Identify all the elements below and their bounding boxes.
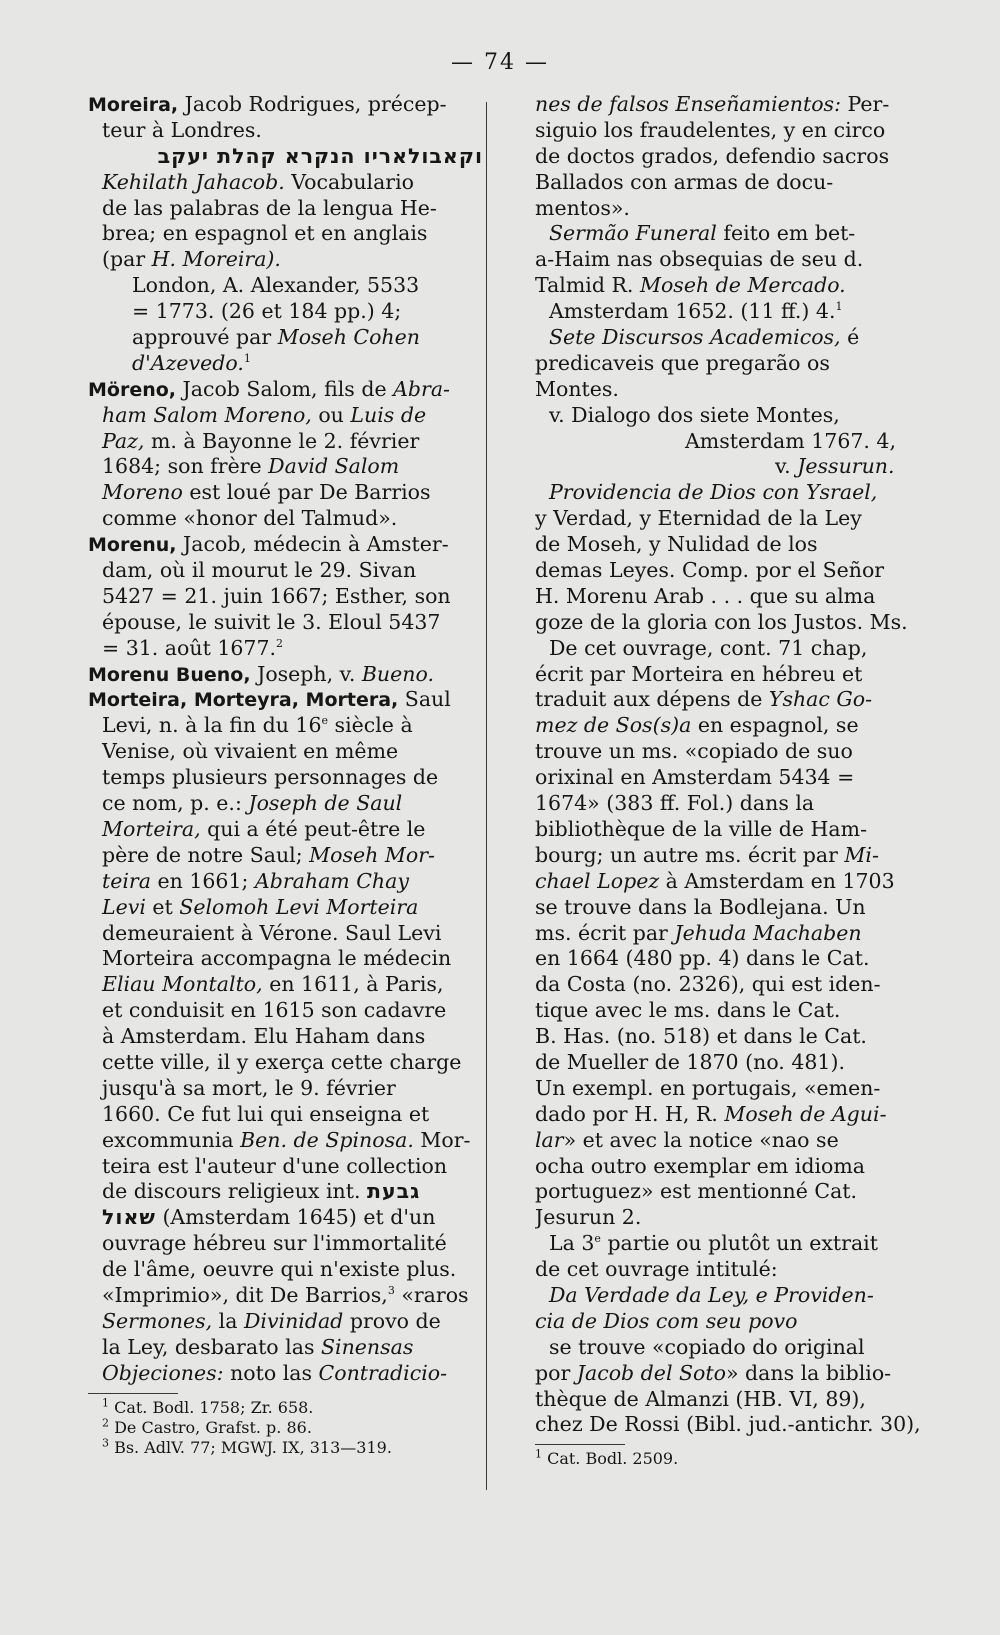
hebrew-title: וקאבולאריו הנקרא קהלת יעקב — [157, 143, 483, 168]
text-line: écrit par Morteira en hébreu et — [535, 661, 863, 686]
text-line: de Mueller de 1870 (no. 481). — [535, 1049, 845, 1074]
text-line: traduit aux dépens de Yshac Go- — [535, 687, 873, 712]
text-line: ocha outro exemplar em idioma — [535, 1153, 866, 1178]
entry-morteira-saul: Morteira, Morteyra, Mortera, Saul — [88, 687, 451, 712]
text-line: teira en 1661; Abraham Chay — [102, 868, 409, 893]
text-line: de las palabras de la lengua He- — [102, 195, 437, 220]
text-line: goze de la gloria con los Justos. Ms. — [535, 609, 908, 634]
text-line: La 3e partie ou plutôt un extrait — [549, 1231, 878, 1256]
text-line: a-Haim nas obsequias de seu d. — [535, 247, 864, 272]
text-line: mentos». — [535, 195, 630, 220]
page-number: — 74 — — [451, 50, 549, 75]
footnote: $^2$ De Castro, Grafst. p. 86. — [102, 1416, 312, 1437]
text-line: ms. écrit par Jehuda Machaben — [535, 920, 862, 945]
footnote-divider — [535, 1444, 625, 1445]
text-line: = 31. août 1677.$^2$ — [102, 635, 284, 660]
text-line: Sermão Funeral feito em bet- — [549, 221, 856, 246]
text-line: Objeciones: noto las Contradicio- — [102, 1360, 448, 1385]
footnote-divider — [88, 1393, 178, 1394]
text-line: teira est l'auteur d'une collection — [102, 1153, 448, 1178]
text-line: De cet ouvrage, cont. 71 chap, — [549, 635, 868, 660]
text-line: excommunia Ben. de Spinosa. Mor- — [102, 1127, 471, 1152]
text-line: v. Jessurun. — [775, 454, 895, 479]
text-line: teur à Londres. — [102, 117, 262, 142]
text-line: chael Lopez à Amsterdam en 1703 — [535, 868, 895, 893]
text-line: = 1773. (26 et 184 pp.) 4; — [132, 299, 402, 324]
text-line: Jesurun 2. — [535, 1205, 642, 1230]
entry-moreno-jacob: Möreno, Jacob Salom, fils de Abra- — [88, 376, 450, 401]
text-line: de doctos grados, defendio sacros — [535, 143, 890, 168]
text-line: Morteira accompagna le médecin — [102, 946, 452, 971]
text-line: d'Azevedo.$^1$ — [132, 350, 251, 375]
text-line: demeuraient à Vérone. Saul Levi — [102, 920, 442, 945]
text-line: Talmid R. Moseh de Mercado. — [535, 273, 846, 298]
text-line: «Imprimio», dit De Barrios,$^3$ «raros — [102, 1282, 469, 1307]
right-column — [535, 92, 925, 1469]
text-line: de Moseh, y Nulidad de los — [535, 532, 818, 557]
text-line: שאול (Amsterdam 1645) et d'un — [102, 1205, 436, 1230]
text-line: ce nom, p. e.: Joseph de Saul — [102, 791, 403, 816]
text-line: épouse, le suivit le 3. Eloul 5437 — [102, 609, 441, 634]
text-line: Venise, où vivaient en même — [102, 739, 399, 764]
text-line: London, A. Alexander, 5533 — [132, 273, 420, 298]
text-line: jusqu'à sa mort, le 9. février — [102, 1075, 396, 1100]
text-line: Morteira, qui a été peut-être le — [102, 816, 426, 841]
text-line: Ballados con armas de docu- — [535, 169, 834, 194]
text-line: H. Morenu Arab . . . que su alma — [535, 583, 876, 608]
text-line: B. Has. (no. 518) et dans le Cat. — [535, 1024, 867, 1049]
text-line: Kehilath Jahacob. Vocabulario — [102, 169, 415, 194]
text-line: Moreno est loué par De Barrios — [102, 480, 431, 505]
text-line: trouve un ms. «copiado de suo — [535, 739, 853, 764]
text-line: bourg; un autre ms. écrit par Mi- — [535, 842, 879, 867]
text-line: da Costa (no. 2326), qui est iden- — [535, 972, 881, 997]
text-line: et conduisit en 1615 son cadavre — [102, 998, 447, 1023]
text-line: portuguez» est mentionné Cat. — [535, 1179, 858, 1204]
text-line: Sete Discursos Academicos, é — [549, 325, 860, 350]
text-line: 5427 = 21. juin 1667; Esther, son — [102, 583, 451, 608]
footnote: $^1$ Cat. Bodl. 2509. — [535, 1447, 679, 1469]
text-line: mez de Sos(s)a en espagnol, se — [535, 713, 859, 738]
text-line: thèque de Almanzi (HB. VI, 89), — [535, 1386, 866, 1411]
text-line: Da Verdade da Ley, e Providen- — [549, 1282, 874, 1307]
text-line: siguio los fraudelentes, y en circo — [535, 117, 886, 142]
text-line: predicaveis que pregarão os — [535, 350, 830, 375]
text-line: brea; en espagnol et en anglais — [102, 221, 428, 246]
text-line: Amsterdam 1652. (11 ff.) 4.$^1$ — [549, 299, 843, 324]
text-line: orixinal en Amsterdam 5434 = — [535, 765, 855, 790]
column-divider — [486, 102, 487, 1490]
text-line: Eliau Montalto, en 1611, à Paris, — [102, 972, 444, 997]
text-line: y Verdad, y Eternidad de la Ley — [535, 506, 862, 531]
text-line: por Jacob del Soto» dans la biblio- — [535, 1360, 892, 1385]
text-line: temps plusieurs personnages de — [102, 765, 439, 790]
text-line: la Ley, desbarato las Sinensas — [102, 1334, 414, 1359]
text-line: Levi et Selomoh Levi Morteira — [102, 894, 419, 919]
text-line: (par H. Moreira). — [102, 247, 281, 272]
text-line: lar» et avec la notice «nao se — [535, 1127, 839, 1152]
text-line: dado por H. H, R. Moseh de Agui- — [535, 1101, 887, 1126]
footnote: $^1$ Cat. Bodl. 1758; Zr. 658. — [102, 1396, 314, 1417]
text-line: v. Dialogo dos siete Montes, — [549, 402, 840, 427]
left-column — [88, 92, 483, 1458]
text-line: de l'âme, oeuvre qui n'existe plus. — [102, 1257, 457, 1282]
text-line: chez De Rossi (Bibl. jud.-antichr. 30), — [535, 1412, 921, 1437]
text-line: de discours religieux int. גבעת — [102, 1179, 421, 1204]
text-line: dam, où il mourut le 29. Sivan — [102, 558, 417, 583]
text-line: Levi, n. à la fin du 16e siècle à — [102, 713, 413, 738]
text-line: comme «honor del Talmud». — [102, 506, 398, 531]
text-line: Amsterdam 1767. 4, — [685, 428, 896, 453]
text-line: nes de falsos Enseñamientos: Per- — [535, 92, 890, 116]
text-line: se trouve «copiado do original — [549, 1334, 865, 1359]
entry-morenu-bueno: Morenu Bueno, Joseph, v. Bueno. — [88, 661, 434, 686]
text-line: demas Leyes. Comp. por el Señor — [535, 558, 885, 583]
text-line: père de notre Saul; Moseh Mor- — [102, 842, 435, 867]
text-line: de cet ouvrage intitulé: — [535, 1257, 778, 1282]
entry-morenu-jacob: Morenu, Jacob, médecin à Amster- — [88, 532, 449, 557]
text-line: à Amsterdam. Elu Haham dans — [102, 1024, 426, 1049]
text-line: en 1664 (480 pp. 4) dans le Cat. — [535, 946, 870, 971]
text-line: se trouve dans la Bodlejana. Un — [535, 894, 866, 919]
footnote: $^3$ Bs. AdlV. 77; MGWJ. IX, 313—319. — [102, 1436, 392, 1457]
text-line: Providencia de Dios con Ysrael, — [549, 480, 878, 505]
entry-moreira-jacob: Moreira, Jacob Rodrigues, précep- — [88, 92, 447, 116]
text-line: 1674» (383 ff. Fol.) dans la — [535, 791, 815, 816]
text-line: approuvé par Moseh Cohen — [132, 325, 420, 350]
text-line: cette ville, il y exerça cette charge — [102, 1049, 462, 1074]
text-line: 1660. Ce fut lui qui enseigna et — [102, 1101, 430, 1126]
text-line: ham Salom Moreno, ou Luis de — [102, 402, 427, 427]
text-line: cia de Dios com seu povo — [535, 1308, 798, 1333]
text-line: Paz, m. à Bayonne le 2. février — [102, 428, 420, 453]
text-line: ouvrage hébreu sur l'immortalité — [102, 1231, 447, 1256]
text-line: Montes. — [535, 376, 619, 401]
text-line: Un exempl. en portugais, «emen- — [535, 1075, 881, 1100]
text-line: Sermones, la Divinidad provo de — [102, 1308, 441, 1333]
text-line: tique avec le ms. dans le Cat. — [535, 998, 841, 1023]
text-line: 1684; son frère David Salom — [102, 454, 400, 479]
text-line: bibliothèque de la ville de Ham- — [535, 816, 868, 841]
